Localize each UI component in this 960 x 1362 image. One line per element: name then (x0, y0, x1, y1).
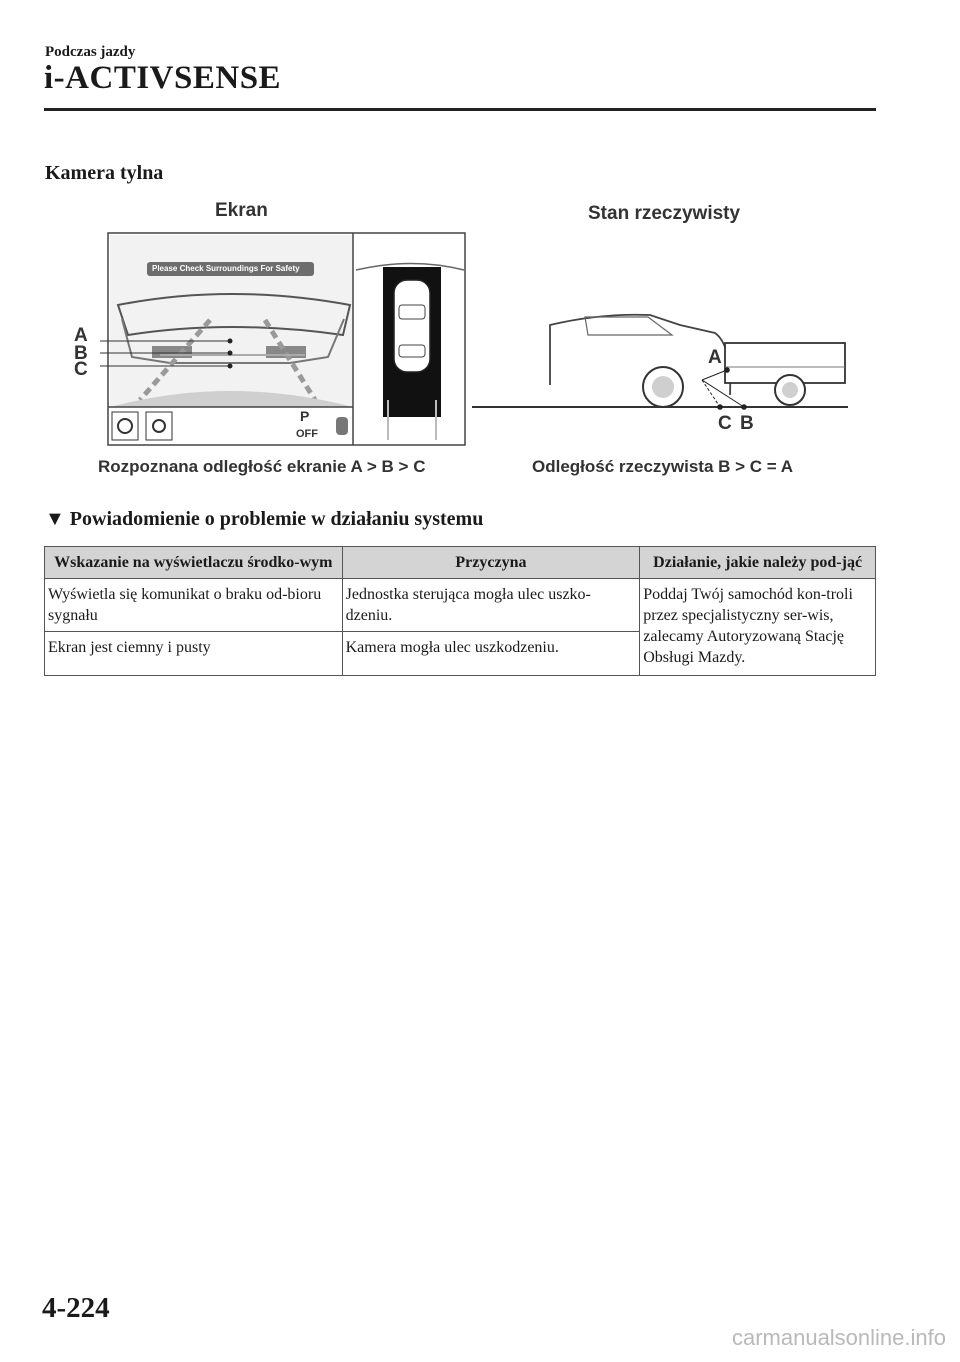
header-cause: Przyczyna (342, 547, 640, 579)
table-row (45, 579, 876, 632)
page-number: 4-224 (42, 1292, 110, 1324)
dot-a (228, 339, 233, 344)
sensor-car-icon (336, 417, 348, 435)
trailer-wheel-hub (782, 382, 798, 398)
real-marker-b: B (740, 413, 754, 434)
dot-c (228, 364, 233, 369)
screen-marker-a: A (74, 325, 88, 346)
screen-caption: Rozpoznana odległość ekranie A > B > C (98, 457, 426, 476)
rear-camera-figure (60, 195, 860, 495)
screen-marker-b: B (74, 343, 88, 364)
table-header-row (45, 547, 876, 579)
car-side-window (585, 317, 672, 335)
camera-section-title: Kamera tylna (45, 162, 164, 184)
real-dot-a (724, 367, 730, 373)
screen-label: Ekran (215, 200, 268, 221)
icon-box-1 (112, 412, 138, 440)
screen-marker-c: C (74, 359, 88, 380)
notice-marker: ▼ (45, 508, 65, 530)
header-rule (44, 108, 876, 111)
measure-a-line (702, 370, 727, 380)
section-label: Podczas jazdy (45, 44, 136, 60)
car-side-outline (550, 315, 730, 395)
site-watermark: carmanualsonline.info (731, 1325, 946, 1350)
header-action: Działanie, jakie należy pod-jąć (640, 547, 876, 579)
row2-cause: Kamera mogła ulec uszkodzeniu. (342, 632, 640, 676)
malfunction-table (44, 546, 876, 676)
parking-p-text: P (300, 408, 310, 424)
measure-b-line (702, 380, 744, 407)
rear-camera-illustration (60, 195, 860, 495)
real-caption: Odległość rzeczywista B > C = A (532, 457, 794, 476)
notice-heading (45, 508, 483, 531)
row2-indication: Ekran jest ciemny i pusty (45, 632, 343, 676)
header-indication: Wskazanie na wyświetlaczu środko-wym (45, 547, 343, 579)
car-wheel-hub (652, 376, 674, 398)
real-marker-c: C (718, 413, 732, 434)
action-cell: Poddaj Twój samochód kon-troli przez specjalistyczny ser-wis, zalecamy Autoryzowaną Stację Obsługi Mazdy. (640, 579, 876, 676)
real-marker-a: A (708, 347, 722, 368)
row1-indication: Wyświetla się komunikat o braku od-bioru sygnału (45, 579, 343, 632)
measure-c-line (702, 380, 720, 407)
parking-off-text: OFF (296, 428, 318, 440)
icon-box-2 (146, 412, 172, 440)
bumper-left-block (152, 346, 192, 358)
camera-view (110, 235, 353, 407)
real-dot-b (741, 404, 747, 410)
real-dot-c (717, 404, 723, 410)
warning-banner-text: Please Check Surroundings For Safety (152, 264, 300, 273)
real-label: Stan rzeczywisty (588, 203, 741, 224)
row1-cause: Jednostka sterująca mogła ulec uszko-dzeniu. (342, 579, 640, 632)
topview-car (394, 280, 430, 372)
chapter-title: i-ACTIVSENSE (44, 60, 282, 96)
dot-b (228, 351, 233, 356)
notice-heading-text: Powiadomienie o problemie w działaniu systemu (69, 508, 484, 530)
